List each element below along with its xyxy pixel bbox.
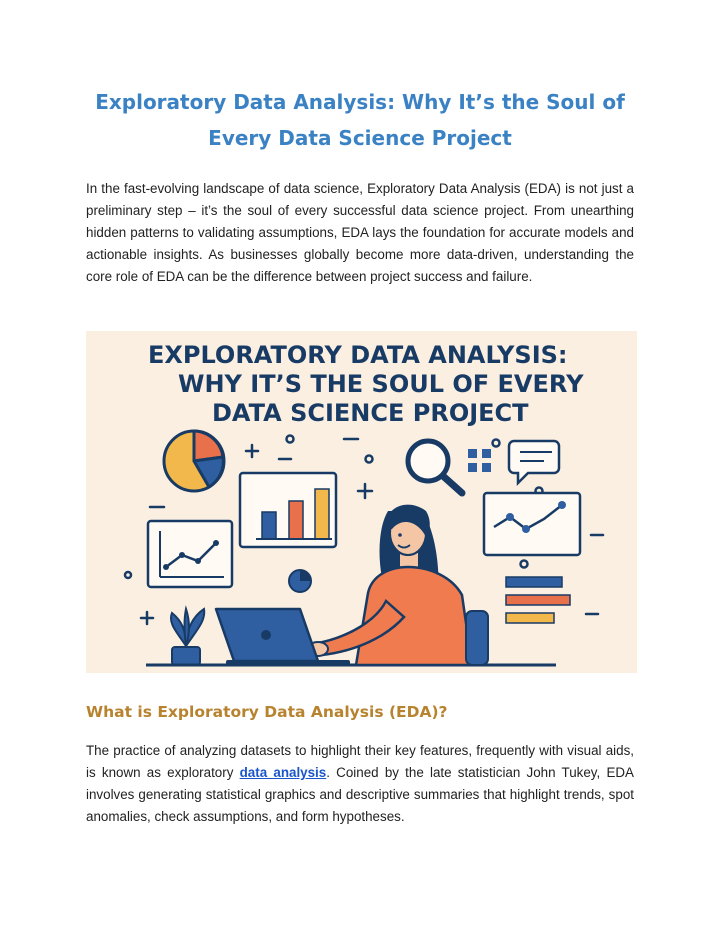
bar-chart-icon: [240, 473, 336, 547]
hero-illustration: [86, 331, 637, 673]
line-chart-icon: [148, 521, 232, 587]
grid-icon: [468, 449, 491, 472]
hero-title-line1: EXPLORATORY DATA ANALYSIS:: [148, 341, 568, 369]
chat-bubble-icon: [509, 441, 559, 483]
article-title: Exploratory Data Analysis: Why It’s the Soul of Every Data Science Project: [95, 90, 625, 150]
laptop-icon: [216, 609, 350, 666]
data-analysis-link[interactable]: data analysis: [239, 765, 327, 780]
line-chart-icon-right: [484, 493, 580, 555]
hero-title-line3: DATA SCIENCE PROJECT: [212, 399, 529, 427]
hero-title-line2: WHY IT’S THE SOUL OF EVERY: [178, 370, 584, 398]
pie-chart-icon: [164, 431, 224, 491]
horizontal-bars-icon: [506, 577, 570, 623]
section-heading: What is Exploratory Data Analysis (EDA)?: [86, 703, 448, 721]
paragraph-text-before-link: The practice of analyzing datasets to highlight their key features, frequently with visual aids, is known as exploratory: [86, 743, 634, 780]
plant-icon: [171, 609, 204, 665]
intro-paragraph: In the fast-evolving landscape of data science, Exploratory Data Analysis (EDA) is not just a preliminary step – it’s the soul of every successful data science project. From unearthing hidden patterns to validating assumptions, EDA lays the foundation for accurate models and actionable insights. As businesses globally become more data-driven, understanding the core role of EDA can be the difference between project success and failure.: [86, 181, 634, 284]
paragraph-text-after-link: . Coined by the late statistician John Tukey, EDA involves generating statistical graphics and descriptive summaries that highlight trends, spot anomalies, check assumptions, and form hypotheses.: [86, 765, 634, 824]
section-paragraph: [86, 740, 634, 828]
magnifier-icon: [408, 441, 462, 493]
small-pie-icon: [289, 570, 311, 592]
